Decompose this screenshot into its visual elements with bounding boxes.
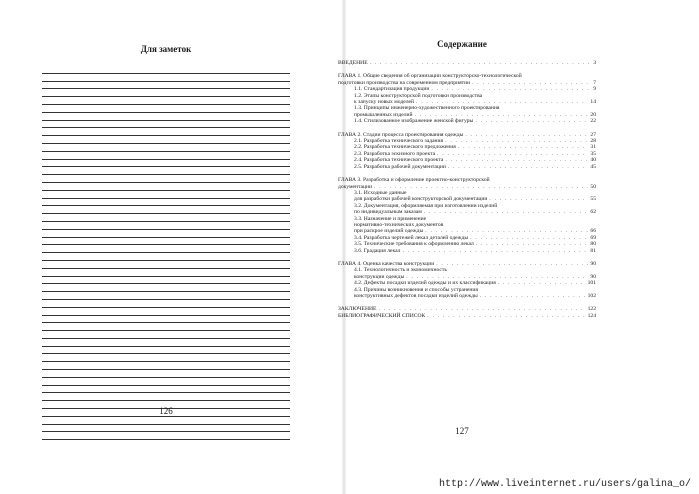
note-line	[42, 253, 290, 261]
note-line	[42, 160, 290, 168]
toc-entry-title: 1.1. Стандартизация продукции	[354, 86, 430, 93]
toc-entry	[338, 164, 596, 170]
note-line	[42, 370, 290, 378]
toc-entry-page: 69	[590, 234, 596, 241]
toc-entry-title: ГЛАВА 3. Разработка и оформление проектно-конструкторской	[338, 177, 490, 184]
toc-entry-title: 3.1. Исходные данные	[354, 189, 407, 196]
note-line	[42, 331, 290, 339]
toc-entry-page: 28	[590, 138, 596, 145]
note-line	[42, 323, 290, 331]
note-line	[42, 113, 290, 121]
toc-entry-title: 4.2. Дефекты посадки изделий одежды и их классификация	[354, 280, 496, 287]
toc-leader-dots	[475, 118, 588, 124]
toc-entry-page: 122	[587, 306, 596, 313]
toc-entry-title: конструкции одежды	[354, 273, 405, 280]
note-line	[42, 191, 290, 199]
toc-entry-title: 4.1. Технологичность и экономичность	[354, 267, 447, 274]
toc-entry-title: 2.4. Разработка технического проекта	[354, 157, 444, 164]
toc-entry-title: подготовки производства на современном предприятии	[338, 79, 471, 86]
note-line	[42, 238, 290, 246]
toc-entry-page: 3	[593, 60, 596, 66]
toc-entry-title: 2.3. Разработка эскизного проекта	[354, 150, 436, 157]
note-line	[42, 222, 290, 230]
note-line	[42, 144, 290, 152]
toc-entry-page: 45	[590, 163, 596, 170]
toc-entry-page: 14	[590, 99, 596, 106]
toc-entry-title: 1.2. Этапы конструкторской подготовки производства	[354, 92, 483, 99]
toc-entry-title: промышленных изделий	[354, 111, 413, 118]
toc-entry-title: 2.2. Разработка технического предложения	[354, 144, 456, 151]
note-line	[42, 74, 290, 82]
note-line	[42, 206, 290, 214]
toc-entry-page: 22	[590, 118, 596, 125]
toc-entry-title: 3.6. Градация лекал	[354, 247, 401, 254]
toc-leader-dots	[370, 60, 592, 66]
toc-entry-page: 50	[590, 183, 596, 190]
note-line	[42, 277, 290, 285]
note-line	[42, 393, 290, 401]
left-page-number: 126	[159, 406, 173, 416]
toc-entry-title: 2.5. Разработка рабочей документации	[354, 163, 446, 170]
toc-entry-title: 2.1. Разработка технического задания	[354, 138, 444, 145]
toc-leader-dots	[427, 313, 585, 319]
note-line	[42, 175, 290, 183]
note-line	[42, 432, 290, 440]
toc-entry-title: ЗАКЛЮЧЕНИЕ	[338, 306, 377, 313]
toc-entry	[338, 60, 596, 66]
toc-entry-title: 3.3. Назначение и применение	[354, 215, 427, 222]
note-line	[42, 378, 290, 386]
toc-entry-page: 124	[587, 312, 596, 319]
toc-entry-title: 1.3. Принципы инженерно-художественного проектирования	[354, 105, 500, 112]
notes-title: Для заметок	[140, 44, 192, 54]
toc-entry-page: 40	[590, 157, 596, 164]
note-line	[42, 121, 290, 129]
toc-entry-title: по индивидуальным заказам	[354, 209, 422, 216]
note-line	[42, 284, 290, 292]
toc-entry-page: 27	[590, 131, 596, 138]
note-line	[42, 261, 290, 269]
toc-entry-title: 3.2. Документация, оформляемая при изготовлении изделий	[354, 202, 498, 209]
left-page	[0, 0, 345, 494]
note-line	[42, 417, 290, 425]
note-line	[42, 425, 290, 433]
toc-entry-title: ВВЕДЕНИЕ	[338, 60, 368, 66]
note-line	[42, 339, 290, 347]
toc-entry-title: 1.4. Стилизованное изображение женской фигуры	[354, 118, 474, 125]
toc-leader-dots	[498, 280, 586, 286]
toc-entry-title: при раскрое изделий одежды	[354, 228, 424, 235]
note-line	[42, 152, 290, 160]
note-line	[42, 316, 290, 324]
toc-entry-title: ГЛАВА 4. Оценка качества конструкции	[338, 260, 435, 267]
toc-leader-dots	[424, 209, 589, 215]
toc-entry-page: 101	[587, 280, 596, 287]
toc-entry	[338, 118, 596, 124]
toc-entry-title: к запуску новых моделей	[354, 99, 414, 106]
toc-entry-page: 31	[590, 144, 596, 151]
toc-entry-page: 80	[590, 241, 596, 248]
toc-entry-title: ГЛАВА 2. Стадии процесса проектирования одежды	[338, 131, 464, 138]
notes-lines	[42, 66, 290, 440]
toc-entry-page: 7	[593, 79, 596, 86]
note-line	[42, 136, 290, 144]
toc-entry-title: БИБЛИОГРАФИЧЕСКИЙ СПИСОК	[338, 312, 426, 319]
toc-leader-dots	[489, 196, 588, 202]
toc-leader-dots	[402, 248, 588, 254]
note-line	[42, 167, 290, 175]
toc-entry-page: 81	[590, 247, 596, 254]
toc-entry-title: для разработки рабочей конструкторской документации	[354, 196, 488, 203]
toc-entry-page: 62	[590, 209, 596, 216]
toc-leader-dots	[480, 293, 586, 299]
note-line	[42, 245, 290, 253]
toc-entry-page: 90	[590, 260, 596, 267]
toc-entry-title: нормативно-технических документов	[354, 221, 444, 228]
note-line	[42, 292, 290, 300]
note-line	[42, 82, 290, 90]
toc-entry-page: 66	[590, 228, 596, 235]
toc-entry-title: 3.5. Технические требования к оформлению лекал	[354, 241, 474, 248]
contents-title: Содержание	[437, 39, 487, 49]
note-line	[42, 347, 290, 355]
note-line	[42, 183, 290, 191]
toc-entry	[338, 248, 596, 254]
toc-entry-page: 9	[593, 86, 596, 93]
note-line	[42, 308, 290, 316]
note-line	[42, 230, 290, 238]
note-line	[42, 354, 290, 362]
note-line	[42, 199, 290, 207]
note-line	[42, 386, 290, 394]
toc-entry-page: 90	[590, 273, 596, 280]
toc-entry-page: 35	[590, 150, 596, 157]
toc-entry-title: 3.4. Разработка чертежей лекал деталей одежды	[354, 234, 469, 241]
toc-leader-dots	[448, 164, 589, 170]
right-page-number: 127	[455, 426, 469, 436]
toc-entry	[338, 313, 596, 319]
note-line	[42, 128, 290, 136]
toc-entry-page: 20	[590, 111, 596, 118]
toc-entry-page: 55	[590, 196, 596, 203]
note-line	[42, 97, 290, 105]
note-line	[42, 66, 290, 74]
watermark-url[interactable]: http://www.liveinternet.ru/users/galina_o/	[438, 479, 691, 490]
toc-entry-title: документации	[338, 183, 372, 190]
note-line	[42, 300, 290, 308]
note-line	[42, 89, 290, 97]
toc-entry-page: 102	[587, 293, 596, 299]
toc-entry-title: 4.3. Причины возникновения и способы устранения	[354, 286, 478, 293]
table-of-contents	[338, 60, 596, 319]
note-line	[42, 105, 290, 113]
note-line	[42, 269, 290, 277]
note-line	[42, 214, 290, 222]
toc-leader-dots	[436, 261, 588, 267]
toc-entry-title: конструктивных дефектов посадки изделий одежды	[354, 293, 478, 299]
toc-entry-title: ГЛАВА 1. Общие сведения об организации конструкторско-технологической	[338, 73, 522, 80]
toc-entry	[338, 293, 596, 299]
note-line	[42, 362, 290, 370]
